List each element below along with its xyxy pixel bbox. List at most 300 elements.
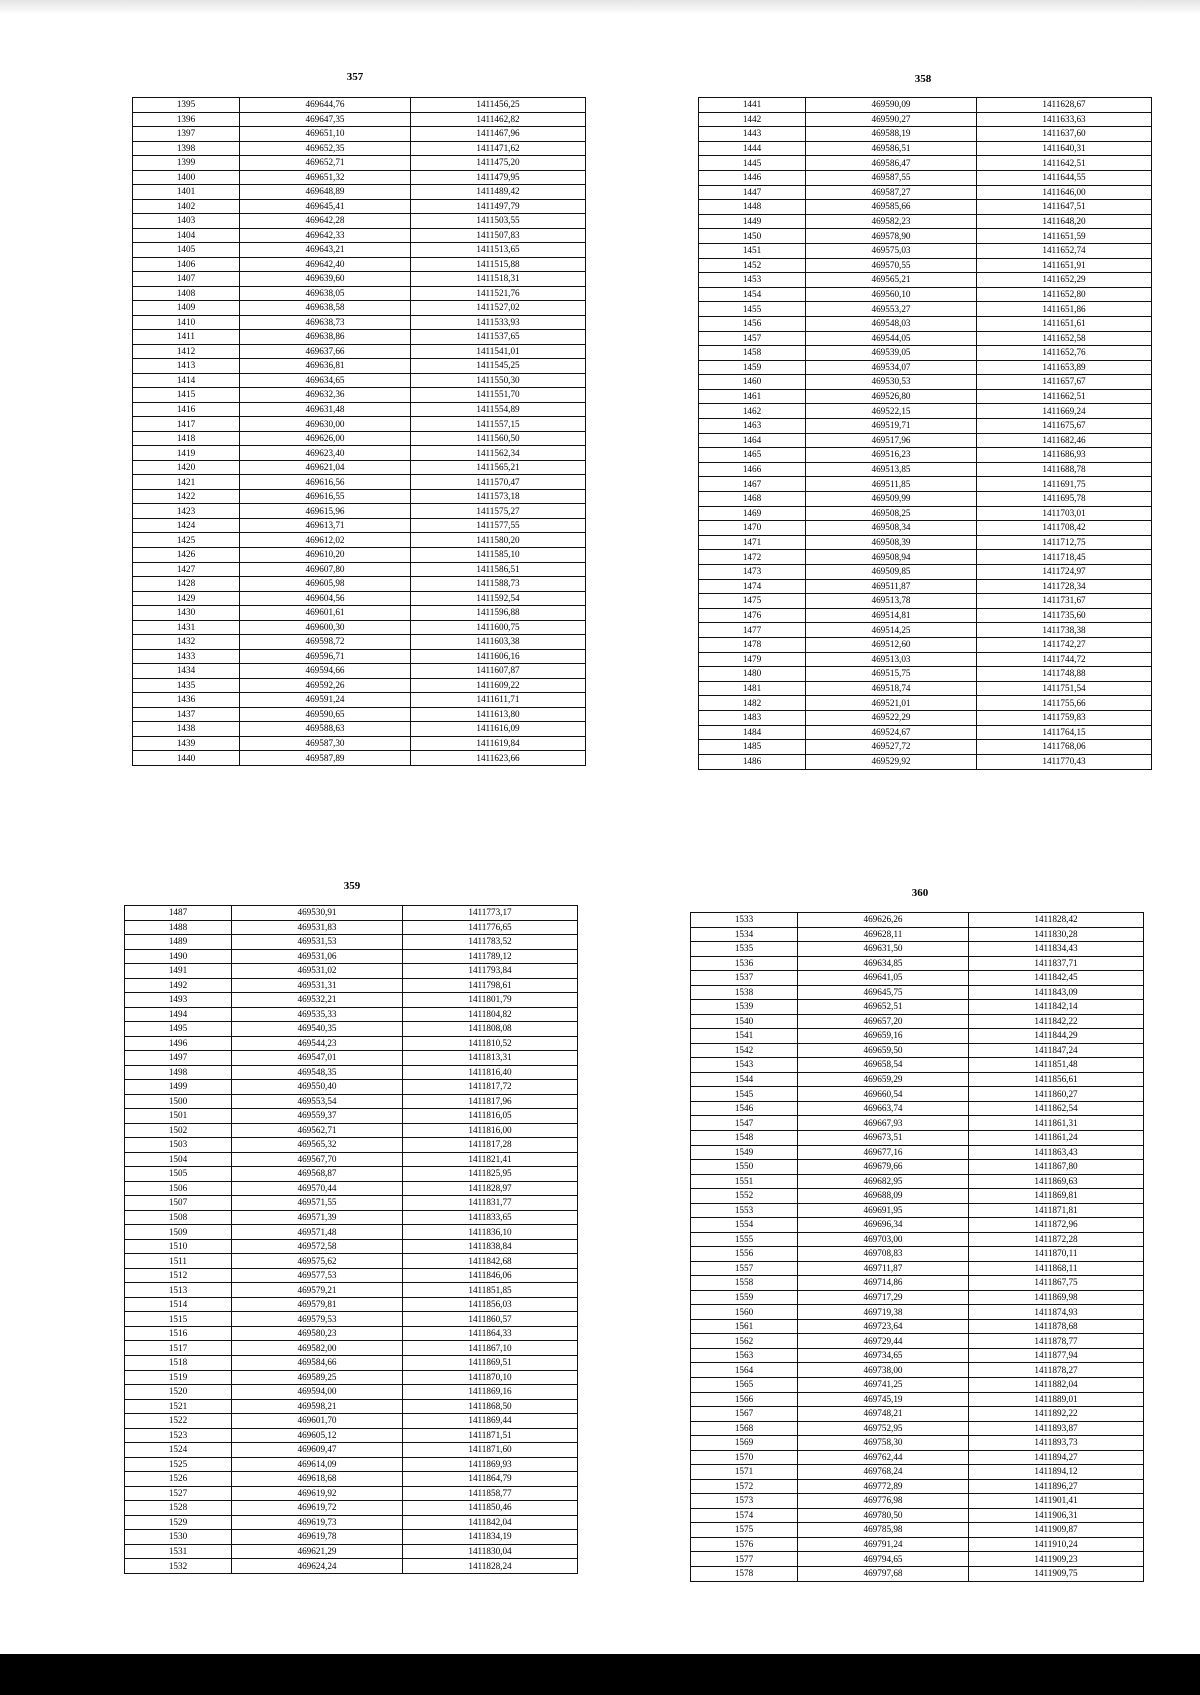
point-number-cell: 1467	[699, 477, 806, 492]
table-row	[133, 707, 586, 722]
point-number-cell: 1522	[125, 1414, 232, 1429]
point-number-cell: 1447	[699, 185, 806, 200]
y-coordinate-cell: 1411869,81	[969, 1189, 1144, 1204]
point-number-cell: 1557	[691, 1261, 798, 1276]
point-number-cell: 1577	[691, 1552, 798, 1567]
table-row	[699, 521, 1152, 536]
x-coordinate-cell: 469659,29	[798, 1072, 969, 1087]
table-row	[699, 112, 1152, 127]
y-coordinate-cell: 1411475,20	[411, 156, 586, 171]
y-coordinate-cell: 1411817,28	[403, 1138, 578, 1153]
y-coordinate-cell: 1411577,55	[411, 518, 586, 533]
y-coordinate-cell: 1411731,67	[977, 594, 1152, 609]
table-row	[133, 315, 586, 330]
table-row	[125, 1254, 578, 1269]
x-coordinate-cell: 469613,71	[240, 518, 411, 533]
x-coordinate-cell: 469519,71	[806, 419, 977, 434]
point-number-cell: 1399	[133, 156, 240, 171]
y-coordinate-cell: 1411804,82	[403, 1007, 578, 1022]
x-coordinate-cell: 469571,55	[232, 1196, 403, 1211]
table-row	[699, 477, 1152, 492]
y-coordinate-cell: 1411842,68	[403, 1254, 578, 1269]
x-coordinate-cell: 469550,40	[232, 1080, 403, 1095]
y-coordinate-cell: 1411575,27	[411, 504, 586, 519]
x-coordinate-cell: 469616,55	[240, 489, 411, 504]
x-coordinate-cell: 469531,53	[232, 935, 403, 950]
y-coordinate-cell: 1411497,79	[411, 199, 586, 214]
table-row	[691, 1421, 1144, 1436]
point-number-cell: 1414	[133, 373, 240, 388]
table-row	[699, 710, 1152, 725]
table-row	[699, 565, 1152, 580]
table-row	[691, 1218, 1144, 1233]
table-row	[125, 1080, 578, 1095]
y-coordinate-cell: 1411867,75	[969, 1276, 1144, 1291]
x-coordinate-cell: 469587,55	[806, 170, 977, 185]
y-coordinate-cell: 1411695,78	[977, 492, 1152, 507]
x-coordinate-cell: 469607,80	[240, 562, 411, 577]
table-row	[691, 1319, 1144, 1334]
x-coordinate-cell: 469579,81	[232, 1297, 403, 1312]
point-number-cell: 1407	[133, 272, 240, 287]
point-number-cell: 1538	[691, 985, 798, 1000]
x-coordinate-cell: 469513,03	[806, 652, 977, 667]
x-coordinate-cell: 469626,00	[240, 431, 411, 446]
y-coordinate-cell: 1411724,97	[977, 565, 1152, 580]
point-number-cell: 1403	[133, 214, 240, 229]
x-coordinate-cell: 469641,05	[798, 971, 969, 986]
y-coordinate-cell: 1411864,79	[403, 1472, 578, 1487]
table-row	[691, 985, 1144, 1000]
point-number-cell: 1499	[125, 1080, 232, 1095]
point-number-cell: 1566	[691, 1392, 798, 1407]
point-number-cell: 1549	[691, 1145, 798, 1160]
y-coordinate-cell: 1411846,06	[403, 1268, 578, 1283]
point-number-cell: 1455	[699, 302, 806, 317]
point-number-cell: 1539	[691, 1000, 798, 1015]
x-coordinate-cell: 469531,31	[232, 978, 403, 993]
table-row	[133, 112, 586, 127]
point-number-cell: 1472	[699, 550, 806, 565]
y-coordinate-cell: 1411550,30	[411, 373, 586, 388]
y-coordinate-cell: 1411870,11	[969, 1247, 1144, 1262]
x-coordinate-cell: 469568,87	[232, 1167, 403, 1182]
point-number-cell: 1442	[699, 112, 806, 127]
x-coordinate-cell: 469531,02	[232, 964, 403, 979]
x-coordinate-cell: 469652,35	[240, 141, 411, 156]
table-row	[691, 1145, 1144, 1160]
x-coordinate-cell: 469631,50	[798, 942, 969, 957]
table-row	[691, 971, 1144, 986]
y-coordinate-cell: 1411842,04	[403, 1515, 578, 1530]
point-number-cell: 1533	[691, 913, 798, 928]
table-row	[691, 1508, 1144, 1523]
x-coordinate-cell: 469587,27	[806, 185, 977, 200]
y-coordinate-cell: 1411613,80	[411, 707, 586, 722]
y-coordinate-cell: 1411813,31	[403, 1051, 578, 1066]
point-number-cell: 1542	[691, 1043, 798, 1058]
table-row	[125, 1544, 578, 1559]
y-coordinate-cell: 1411892,22	[969, 1407, 1144, 1422]
y-coordinate-cell: 1411834,43	[969, 942, 1144, 957]
x-coordinate-cell: 469645,41	[240, 199, 411, 214]
table-row	[125, 1094, 578, 1109]
y-coordinate-cell: 1411462,82	[411, 112, 586, 127]
table-row	[133, 373, 586, 388]
x-coordinate-cell: 469601,61	[240, 606, 411, 621]
point-number-cell: 1426	[133, 547, 240, 562]
point-number-cell: 1417	[133, 417, 240, 432]
x-coordinate-cell: 469511,85	[806, 477, 977, 492]
table-row	[691, 1305, 1144, 1320]
point-number-cell: 1404	[133, 228, 240, 243]
y-coordinate-cell: 1411652,29	[977, 273, 1152, 288]
table-row	[699, 492, 1152, 507]
table-row	[125, 1167, 578, 1182]
x-coordinate-cell: 469609,47	[232, 1443, 403, 1458]
table-row	[133, 460, 586, 475]
point-number-cell: 1418	[133, 431, 240, 446]
point-number-cell: 1437	[133, 707, 240, 722]
point-number-cell: 1504	[125, 1152, 232, 1167]
table-row	[691, 1494, 1144, 1509]
point-number-cell: 1457	[699, 331, 806, 346]
table-row	[699, 331, 1152, 346]
x-coordinate-cell: 469527,72	[806, 740, 977, 755]
table-row	[691, 1378, 1144, 1393]
x-coordinate-cell: 469772,89	[798, 1479, 969, 1494]
point-number-cell: 1398	[133, 141, 240, 156]
x-coordinate-cell: 469638,05	[240, 286, 411, 301]
y-coordinate-cell: 1411640,31	[977, 141, 1152, 156]
y-coordinate-cell: 1411870,10	[403, 1370, 578, 1385]
point-number-cell: 1401	[133, 185, 240, 200]
table-row	[699, 608, 1152, 623]
x-coordinate-cell: 469594,00	[232, 1385, 403, 1400]
y-coordinate-cell: 1411585,10	[411, 547, 586, 562]
table-row	[699, 740, 1152, 755]
y-coordinate-cell: 1411789,12	[403, 949, 578, 964]
x-coordinate-cell: 469659,50	[798, 1043, 969, 1058]
point-number-cell: 1441	[699, 98, 806, 113]
x-coordinate-cell: 469544,05	[806, 331, 977, 346]
table-row	[125, 1297, 578, 1312]
x-coordinate-cell: 469518,74	[806, 681, 977, 696]
point-number-cell: 1540	[691, 1014, 798, 1029]
x-coordinate-cell: 469673,51	[798, 1130, 969, 1145]
y-coordinate-cell: 1411651,59	[977, 229, 1152, 244]
y-coordinate-cell: 1411851,85	[403, 1283, 578, 1298]
x-coordinate-cell: 469587,89	[240, 751, 411, 766]
point-number-cell: 1419	[133, 446, 240, 461]
point-number-cell: 1531	[125, 1544, 232, 1559]
table-row	[125, 1501, 578, 1516]
point-number-cell: 1515	[125, 1312, 232, 1327]
table-row	[125, 1065, 578, 1080]
y-coordinate-cell: 1411503,55	[411, 214, 586, 229]
point-number-cell: 1561	[691, 1319, 798, 1334]
x-coordinate-cell: 469601,70	[232, 1414, 403, 1429]
point-number-cell: 1554	[691, 1218, 798, 1233]
table-row	[133, 228, 586, 243]
x-coordinate-cell: 469729,44	[798, 1334, 969, 1349]
y-coordinate-cell: 1411623,66	[411, 751, 586, 766]
point-number-cell: 1428	[133, 577, 240, 592]
x-coordinate-cell: 469579,53	[232, 1312, 403, 1327]
y-coordinate-cell: 1411691,75	[977, 477, 1152, 492]
x-coordinate-cell: 469604,56	[240, 591, 411, 606]
table-row	[699, 550, 1152, 565]
y-coordinate-cell: 1411909,87	[969, 1523, 1144, 1538]
y-coordinate-cell: 1411869,16	[403, 1385, 578, 1400]
point-number-cell: 1517	[125, 1341, 232, 1356]
x-coordinate-cell: 469509,85	[806, 565, 977, 580]
coordinate-table	[698, 97, 1152, 770]
y-coordinate-cell: 1411830,28	[969, 927, 1144, 942]
x-coordinate-cell: 469638,73	[240, 315, 411, 330]
table-row	[133, 214, 586, 229]
table-row	[691, 927, 1144, 942]
point-number-cell: 1486	[699, 754, 806, 769]
y-coordinate-cell: 1411652,58	[977, 331, 1152, 346]
table-row	[133, 736, 586, 751]
x-coordinate-cell: 469578,90	[806, 229, 977, 244]
y-coordinate-cell: 1411588,73	[411, 577, 586, 592]
y-coordinate-cell: 1411893,87	[969, 1421, 1144, 1436]
x-coordinate-cell: 469526,80	[806, 389, 977, 404]
x-coordinate-cell: 469530,91	[232, 906, 403, 921]
table-row	[125, 1355, 578, 1370]
y-coordinate-cell: 1411909,75	[969, 1566, 1144, 1581]
point-number-cell: 1410	[133, 315, 240, 330]
y-coordinate-cell: 1411507,83	[411, 228, 586, 243]
point-number-cell: 1530	[125, 1530, 232, 1545]
x-coordinate-cell: 469529,92	[806, 754, 977, 769]
y-coordinate-cell: 1411856,61	[969, 1072, 1144, 1087]
x-coordinate-cell: 469553,54	[232, 1094, 403, 1109]
point-number-cell: 1465	[699, 448, 806, 463]
point-number-cell: 1506	[125, 1181, 232, 1196]
y-coordinate-cell: 1411842,22	[969, 1014, 1144, 1029]
table-row	[125, 993, 578, 1008]
point-number-cell: 1524	[125, 1443, 232, 1458]
y-coordinate-cell: 1411652,74	[977, 243, 1152, 258]
point-number-cell: 1458	[699, 346, 806, 361]
point-number-cell: 1497	[125, 1051, 232, 1066]
x-coordinate-cell: 469652,51	[798, 1000, 969, 1015]
point-number-cell: 1534	[691, 927, 798, 942]
x-coordinate-cell: 469638,86	[240, 330, 411, 345]
y-coordinate-cell: 1411735,60	[977, 608, 1152, 623]
table-row	[691, 942, 1144, 957]
y-coordinate-cell: 1411759,83	[977, 710, 1152, 725]
table-row	[133, 635, 586, 650]
point-number-cell: 1433	[133, 649, 240, 664]
point-number-cell: 1571	[691, 1465, 798, 1480]
x-coordinate-cell: 469618,68	[232, 1472, 403, 1487]
point-number-cell: 1431	[133, 620, 240, 635]
y-coordinate-cell: 1411867,80	[969, 1160, 1144, 1175]
table-row	[125, 1196, 578, 1211]
x-coordinate-cell: 469531,06	[232, 949, 403, 964]
table-row	[133, 344, 586, 359]
point-number-cell: 1512	[125, 1268, 232, 1283]
point-number-cell: 1500	[125, 1094, 232, 1109]
y-coordinate-cell: 1411537,65	[411, 330, 586, 345]
x-coordinate-cell: 469514,81	[806, 608, 977, 623]
point-number-cell: 1443	[699, 127, 806, 142]
point-number-cell: 1462	[699, 404, 806, 419]
table-row	[125, 949, 578, 964]
table-row	[691, 1436, 1144, 1451]
table-row	[133, 562, 586, 577]
table-row	[125, 1022, 578, 1037]
point-number-cell: 1555	[691, 1232, 798, 1247]
x-coordinate-cell: 469637,66	[240, 344, 411, 359]
y-coordinate-cell: 1411471,62	[411, 141, 586, 156]
x-coordinate-cell: 469532,21	[232, 993, 403, 1008]
y-coordinate-cell: 1411862,54	[969, 1101, 1144, 1116]
point-number-cell: 1569	[691, 1436, 798, 1451]
x-coordinate-cell: 469511,87	[806, 579, 977, 594]
y-coordinate-cell: 1411489,42	[411, 185, 586, 200]
x-coordinate-cell: 469614,09	[232, 1457, 403, 1472]
x-coordinate-cell: 469571,48	[232, 1225, 403, 1240]
point-number-cell: 1516	[125, 1326, 232, 1341]
x-coordinate-cell: 469594,66	[240, 664, 411, 679]
point-number-cell: 1409	[133, 301, 240, 316]
point-number-cell: 1412	[133, 344, 240, 359]
point-number-cell: 1493	[125, 993, 232, 1008]
table-row	[133, 286, 586, 301]
y-coordinate-cell: 1411860,57	[403, 1312, 578, 1327]
point-number-cell: 1483	[699, 710, 806, 725]
x-coordinate-cell: 469598,21	[232, 1399, 403, 1414]
x-coordinate-cell: 469598,72	[240, 635, 411, 650]
point-number-cell: 1558	[691, 1276, 798, 1291]
table-row	[133, 620, 586, 635]
y-coordinate-cell: 1411844,29	[969, 1029, 1144, 1044]
point-number-cell: 1494	[125, 1007, 232, 1022]
y-coordinate-cell: 1411843,09	[969, 985, 1144, 1000]
y-coordinate-cell: 1411871,81	[969, 1203, 1144, 1218]
x-coordinate-cell: 469708,83	[798, 1247, 969, 1262]
y-coordinate-cell: 1411703,01	[977, 506, 1152, 521]
x-coordinate-cell: 469547,01	[232, 1051, 403, 1066]
x-coordinate-cell: 469586,51	[806, 141, 977, 156]
page-number: 359	[343, 880, 361, 892]
table-row	[691, 1407, 1144, 1422]
x-coordinate-cell: 469659,16	[798, 1029, 969, 1044]
table-row	[133, 301, 586, 316]
x-coordinate-cell: 469643,21	[240, 243, 411, 258]
table-row	[133, 649, 586, 664]
table-row	[133, 678, 586, 693]
x-coordinate-cell: 469582,00	[232, 1341, 403, 1356]
point-number-cell: 1564	[691, 1363, 798, 1378]
point-number-cell: 1514	[125, 1297, 232, 1312]
table-row	[125, 1036, 578, 1051]
x-coordinate-cell: 469579,21	[232, 1283, 403, 1298]
x-coordinate-cell: 469517,96	[806, 433, 977, 448]
y-coordinate-cell: 1411868,50	[403, 1399, 578, 1414]
y-coordinate-cell: 1411562,34	[411, 446, 586, 461]
point-number-cell: 1565	[691, 1378, 798, 1393]
x-coordinate-cell: 469660,54	[798, 1087, 969, 1102]
table-row	[699, 696, 1152, 711]
x-coordinate-cell: 469752,95	[798, 1421, 969, 1436]
table-row	[133, 751, 586, 766]
y-coordinate-cell: 1411742,27	[977, 637, 1152, 652]
x-coordinate-cell: 469565,32	[232, 1138, 403, 1153]
table-row	[133, 402, 586, 417]
x-coordinate-cell: 469734,65	[798, 1348, 969, 1363]
point-number-cell: 1573	[691, 1494, 798, 1509]
table-row	[125, 1559, 578, 1574]
table-row	[133, 330, 586, 345]
x-coordinate-cell: 469638,58	[240, 301, 411, 316]
table-row	[699, 316, 1152, 331]
y-coordinate-cell: 1411868,11	[969, 1261, 1144, 1276]
point-number-cell: 1464	[699, 433, 806, 448]
point-number-cell: 1478	[699, 637, 806, 652]
table-row	[699, 287, 1152, 302]
table-row	[133, 141, 586, 156]
table-row	[133, 272, 586, 287]
point-number-cell: 1435	[133, 678, 240, 693]
x-coordinate-cell: 469642,28	[240, 214, 411, 229]
point-number-cell: 1548	[691, 1130, 798, 1145]
x-coordinate-cell: 469600,30	[240, 620, 411, 635]
y-coordinate-cell: 1411776,65	[403, 920, 578, 935]
table-row	[133, 664, 586, 679]
point-number-cell: 1432	[133, 635, 240, 650]
x-coordinate-cell: 469623,40	[240, 446, 411, 461]
table-row	[699, 579, 1152, 594]
x-coordinate-cell: 469562,71	[232, 1123, 403, 1138]
table-row	[699, 258, 1152, 273]
table-row	[699, 652, 1152, 667]
y-coordinate-cell: 1411793,84	[403, 964, 578, 979]
x-coordinate-cell: 469657,20	[798, 1014, 969, 1029]
table-row	[699, 535, 1152, 550]
y-coordinate-cell: 1411869,98	[969, 1290, 1144, 1305]
x-coordinate-cell: 469644,76	[240, 98, 411, 113]
table-row	[133, 417, 586, 432]
point-number-cell: 1527	[125, 1486, 232, 1501]
x-coordinate-cell: 469667,93	[798, 1116, 969, 1131]
x-coordinate-cell: 469639,60	[240, 272, 411, 287]
point-number-cell: 1416	[133, 402, 240, 417]
point-number-cell: 1553	[691, 1203, 798, 1218]
table-row	[691, 1479, 1144, 1494]
page-number: 360	[911, 887, 929, 899]
table-row	[691, 1232, 1144, 1247]
y-coordinate-cell: 1411662,51	[977, 389, 1152, 404]
x-coordinate-cell: 469508,34	[806, 521, 977, 536]
point-number-cell: 1568	[691, 1421, 798, 1436]
y-coordinate-cell: 1411825,95	[403, 1167, 578, 1182]
x-coordinate-cell: 469570,55	[806, 258, 977, 273]
page-number: 358	[914, 73, 932, 85]
table-row	[125, 1152, 578, 1167]
x-coordinate-cell: 469584,66	[232, 1355, 403, 1370]
y-coordinate-cell: 1411675,67	[977, 419, 1152, 434]
point-number-cell: 1424	[133, 518, 240, 533]
table-row	[125, 1326, 578, 1341]
x-coordinate-cell: 469691,95	[798, 1203, 969, 1218]
point-number-cell: 1505	[125, 1167, 232, 1182]
